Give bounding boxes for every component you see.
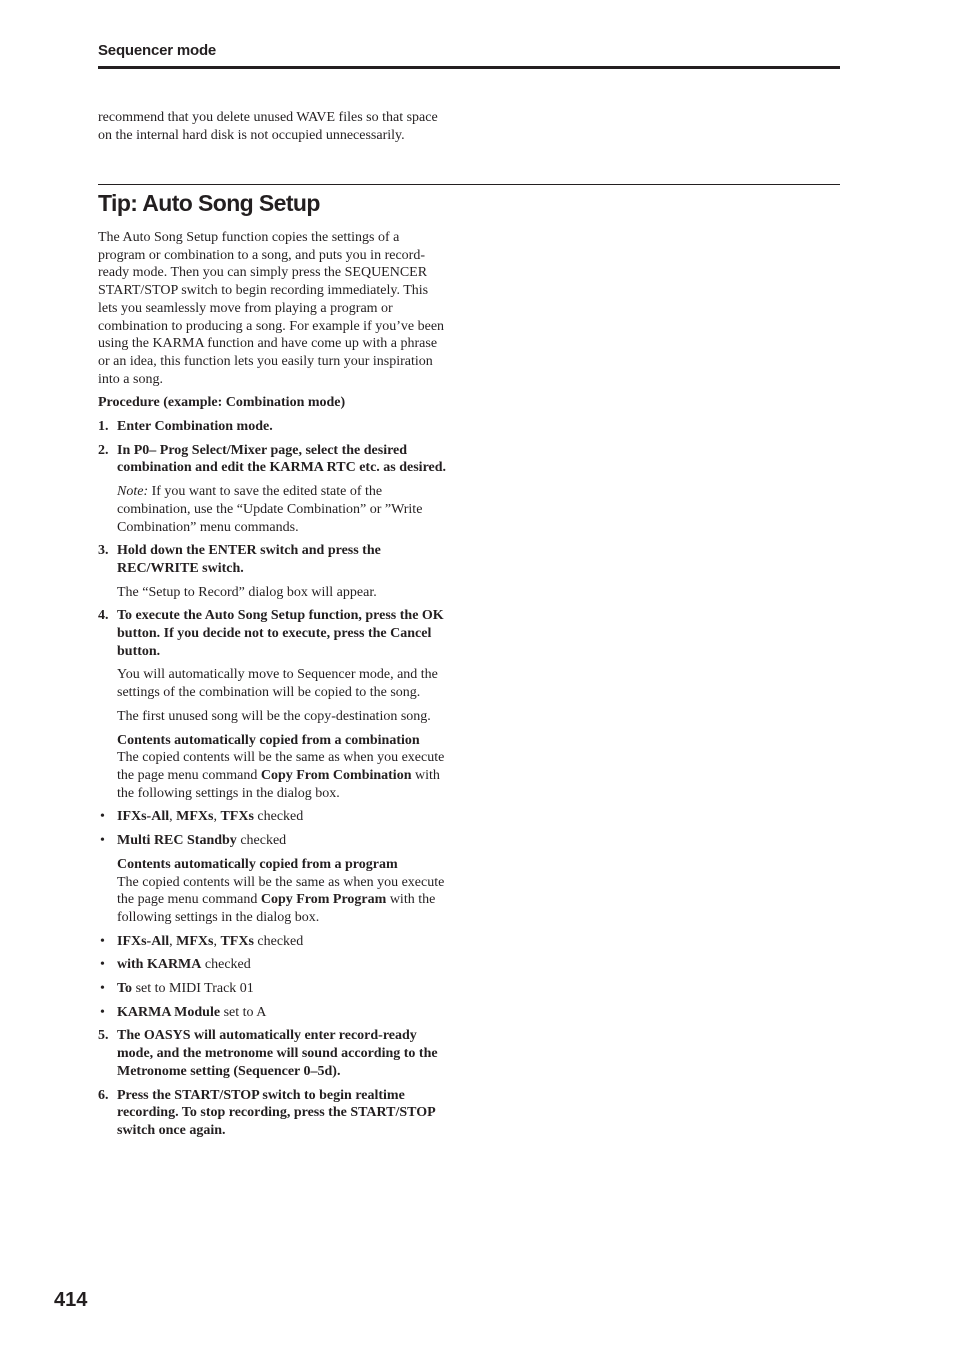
bullet-item [98,956,450,974]
bullet-glyph: • [100,833,105,849]
bullet-option-name: IFXs-All [117,933,170,949]
bullet-glyph: • [100,981,105,997]
program-bullet-list [98,933,450,1022]
program-copy-block [98,856,450,927]
bullet-text: checked [253,809,304,825]
bullet-text: set to A [220,1004,267,1020]
step-number: 3. [98,543,109,559]
step-number: 2. [98,442,109,458]
bullet-item [98,980,450,998]
step-text: In P0– Prog Select/Mixer page, select the desired combination and edit the KARMA RTC etc. as desired. [117,442,447,476]
section-body [98,229,450,1146]
step-2-note [98,483,450,536]
description: The Auto Song Setup function copies the settings of a program or combination to a song, and puts you in record-ready mode. Then you can simply press the SEQUENCER START/STOP switch to begin recording immediately. This lets you seamlessly move from playing a program or combination to producing a song. For example if you’ve been using the KARMA function and have come up with a phrase or an idea, this function lets you easily turn your inspiration into a song. [98,230,445,387]
step-1 [98,418,450,436]
combination-copy-text-after: with the following settings in the dialog box. [117,767,440,801]
bullet-text: , [169,933,177,949]
step-3-detail: The “Setup to Record” dialog box will appear. [117,584,377,600]
bullet-option-name: TFXs [220,933,254,949]
bullet-text: checked [253,933,304,949]
combination-copy-command: Copy From Combination [260,767,412,783]
step-3 [98,542,450,577]
step-number: 1. [98,419,109,435]
program-copy-text-before: The copied contents will be the same as when you execute the page menu command [117,874,445,908]
bullet-glyph: • [100,933,105,949]
page-number: 414 [54,1289,88,1311]
step-6 [98,1087,450,1140]
combination-copy-heading: Contents automatically copied from a combination [117,732,420,748]
step-text: To execute the Auto Song Setup function, press the OK button. If you decide not to execute, press the Cancel button. [117,608,444,659]
intro-text: recommend that you delete unused WAVE files so that space on the internal hard disk is not occupied unnecessarily. [98,110,438,143]
bullet-text: , [213,809,221,825]
intro-paragraph [98,109,450,150]
bullet-option-name: with KARMA [117,957,202,973]
section-title: Tip: Auto Song Setup [98,190,320,216]
bullet-option-name: MFXs [176,933,214,949]
bullet-text: set to MIDI Track 01 [132,981,254,997]
combination-bullet-list [98,808,450,849]
program-copy-text-after: with the following settings in the dialog box. [117,892,436,925]
header-rule [98,66,840,69]
section-rule [98,184,840,185]
step-4-detail-2: The first unused song will be the copy-destination song. [117,708,431,724]
bullet-option-name: To [117,981,133,997]
step-text: Enter Combination mode. [117,419,273,435]
step-5 [98,1027,450,1080]
step-4 [98,607,450,660]
bullet-option-name: MFXs [176,809,214,825]
running-header: Sequencer mode [98,42,217,59]
bullet-option-name: TFXs [220,809,254,825]
step-number: 5. [98,1028,109,1044]
note-text: If you want to save the edited state of the combination, use the “Update Combination” or ”Write Combination” menu commands. [117,484,423,535]
bullet-item [98,832,450,850]
bullet-item [98,933,450,951]
procedure-heading: Procedure (example: Combination mode) [98,395,346,411]
bullet-item [98,1004,450,1022]
step-2 [98,442,450,477]
bullet-glyph: • [100,957,105,973]
program-copy-command: Copy From Program [260,892,387,908]
step-text: Hold down the ENTER switch and press the REC/WRITE switch. [117,543,381,576]
step-text: Press the START/STOP switch to begin realtime recording. To stop recording, press the START/STOP switch once again. [117,1087,435,1138]
step-number: 6. [98,1087,109,1103]
bullet-glyph: • [100,1004,105,1020]
combination-copy-block [98,732,450,803]
step-number: 4. [98,608,109,624]
bullet-option-name: IFXs-All [117,809,170,825]
combination-copy-text-before: The copied contents will be the same as when you execute the page menu command [117,750,445,783]
note-label: Note: [117,484,149,500]
bullet-text: checked [236,833,287,849]
bullet-text: checked [201,957,251,973]
bullet-option-name: KARMA Module [117,1004,221,1020]
step-4-detail-1: You will automatically move to Sequencer mode, and the settings of the combination will be copied to the song. [117,667,438,701]
bullet-option-name: Multi REC Standby [117,833,237,849]
step-text: The OASYS will automatically enter record-ready mode, and the metronome will sound according to the Metronome setting (Sequencer 0–5d). [117,1028,438,1079]
bullet-item [98,808,450,826]
bullet-text: , [213,933,221,949]
program-copy-heading: Contents automatically copied from a program [117,856,398,872]
bullet-glyph: • [100,809,105,825]
bullet-text: , [169,809,177,825]
